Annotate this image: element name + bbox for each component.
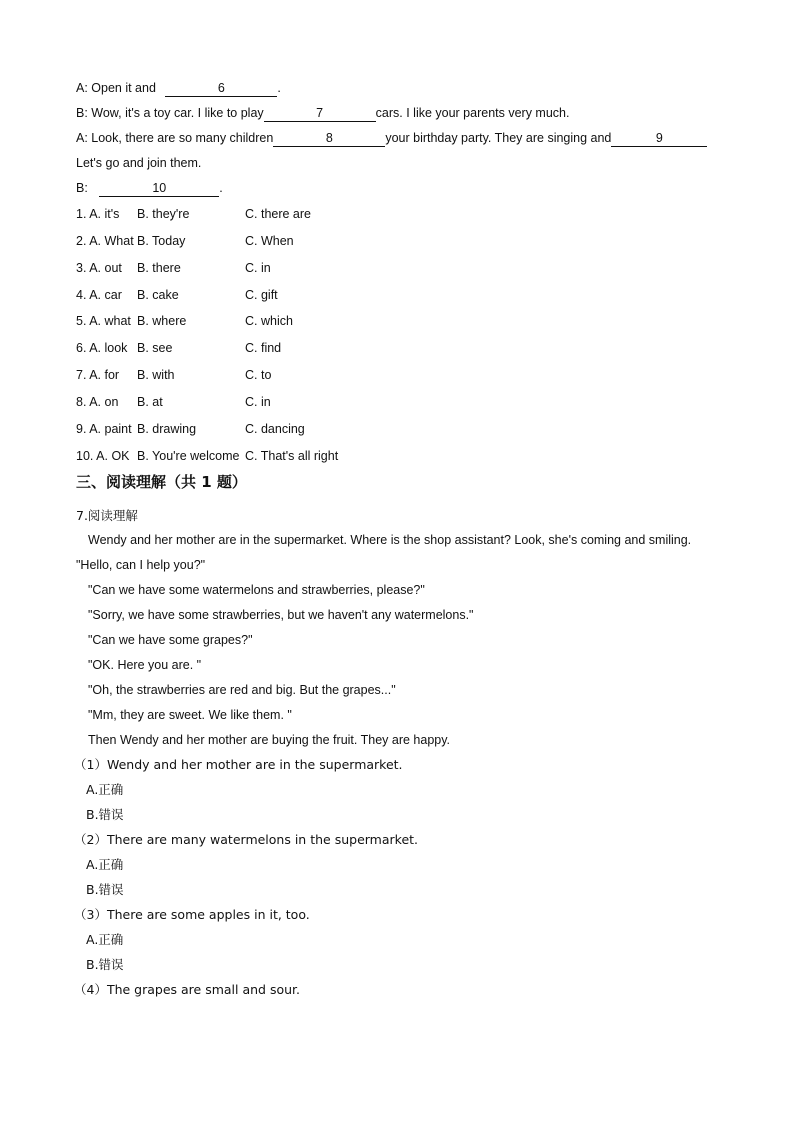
dialog-line-5-end: . <box>219 181 223 195</box>
dialog-line-5 <box>76 179 223 197</box>
option-9-a: 9. A. paint <box>76 422 132 436</box>
subquestion-1-option-b[interactable]: B.错误 <box>86 807 124 822</box>
option-9-c: C. dancing <box>245 422 305 436</box>
option-6-b: B. see <box>137 341 173 355</box>
blank-6[interactable]: 6 <box>165 81 277 97</box>
option-1-c: C. there are <box>245 207 312 221</box>
option-1-b: B. they're <box>137 207 190 221</box>
option-7-c: C. to <box>245 368 272 382</box>
passage-paragraph-2: "Hello, can I help you?" <box>76 558 206 572</box>
dialog-line-5-text: B: <box>76 181 88 195</box>
option-8-a: 8. A. on <box>76 395 119 409</box>
option-4-a: 4. A. car <box>76 288 122 302</box>
dialog-line-2 <box>76 104 569 122</box>
subquestion-3: （3）There are some apples in it, too. <box>74 907 310 922</box>
subquestion-3-option-a[interactable]: A.正确 <box>86 932 124 947</box>
option-5-c: C. which <box>245 314 293 328</box>
option-3-a: 3. A. out <box>76 261 122 275</box>
passage-paragraph-3: "Can we have some watermelons and strawberries, please?" <box>88 583 425 597</box>
passage-paragraph-9: Then Wendy and her mother are buying the fruit. They are happy. <box>88 733 451 747</box>
blank-7[interactable]: 7 <box>264 106 376 122</box>
dialog-line-4: Let's go and join them. <box>76 156 202 170</box>
option-2-b: B. Today <box>137 234 186 248</box>
blank-9[interactable]: 9 <box>611 131 707 147</box>
option-3-b: B. there <box>137 261 181 275</box>
subquestion-2-option-a[interactable]: A.正确 <box>86 857 124 872</box>
option-8-b: B. at <box>137 395 163 409</box>
option-3-c: C. in <box>245 261 271 275</box>
option-4-c: C. gift <box>245 288 278 302</box>
subquestion-4: （4）The grapes are small and sour. <box>74 982 301 997</box>
section-title: 三、阅读理解（共 1 题） <box>76 473 247 491</box>
option-2-c: C. When <box>245 234 294 248</box>
option-7-a: 7. A. for <box>76 368 120 382</box>
dialog-line-2-end: cars. I like your parents very much. <box>375 106 570 120</box>
option-5-b: B. where <box>137 314 187 328</box>
dialog-line-2-text: B: Wow, it's a toy car. I like to play <box>76 106 264 120</box>
passage-paragraph-1: Wendy and her mother are in the supermarket. Where is the shop assistant? Look, she's coming and smiling. <box>88 533 692 547</box>
option-2-a: 2. A. What <box>76 234 134 248</box>
passage-paragraph-6: "OK. Here you are. " <box>88 658 202 672</box>
dialog-line-3 <box>76 129 707 147</box>
option-10-a: 10. A. OK <box>76 449 130 463</box>
option-5-a: 5. A. what <box>76 314 131 328</box>
option-1-a: 1. A. it's <box>76 207 120 221</box>
passage-paragraph-7: "Oh, the strawberries are red and big. But the grapes..." <box>88 683 396 697</box>
option-6-c: C. find <box>245 341 282 355</box>
option-10-c: C. That's all right <box>245 449 339 463</box>
question-label: 7.阅读理解 <box>76 508 138 523</box>
subquestion-3-option-b[interactable]: B.错误 <box>86 957 124 972</box>
option-4-b: B. cake <box>137 288 179 302</box>
blank-10[interactable]: 10 <box>99 181 219 197</box>
dialog-line-3-mid: your birthday party. They are singing and <box>385 131 612 145</box>
subquestion-1: （1）Wendy and her mother are in the supermarket. <box>74 757 403 772</box>
passage-paragraph-4: "Sorry, we have some strawberries, but we haven't any watermelons." <box>88 608 474 622</box>
dialog-line-1 <box>76 79 281 97</box>
subquestion-2-option-b[interactable]: B.错误 <box>86 882 124 897</box>
dialog-line-3-text: A: Look, there are so many children <box>76 131 274 145</box>
option-8-c: C. in <box>245 395 271 409</box>
subquestion-1-option-a[interactable]: A.正确 <box>86 782 124 797</box>
dialog-line-1-end: . <box>277 81 281 95</box>
passage-paragraph-5: "Can we have some grapes?" <box>88 633 253 647</box>
passage-paragraph-8: "Mm, they are sweet. We like them. " <box>88 708 292 722</box>
dialog-line-1-text: A: Open it and <box>76 81 156 95</box>
option-7-b: B. with <box>137 368 175 382</box>
option-9-b: B. drawing <box>137 422 197 436</box>
option-10-b: B. You're welcome <box>137 449 240 463</box>
option-6-a: 6. A. look <box>76 341 128 355</box>
subquestion-2: （2）There are many watermelons in the supermarket. <box>74 832 419 847</box>
blank-8[interactable]: 8 <box>273 131 385 147</box>
